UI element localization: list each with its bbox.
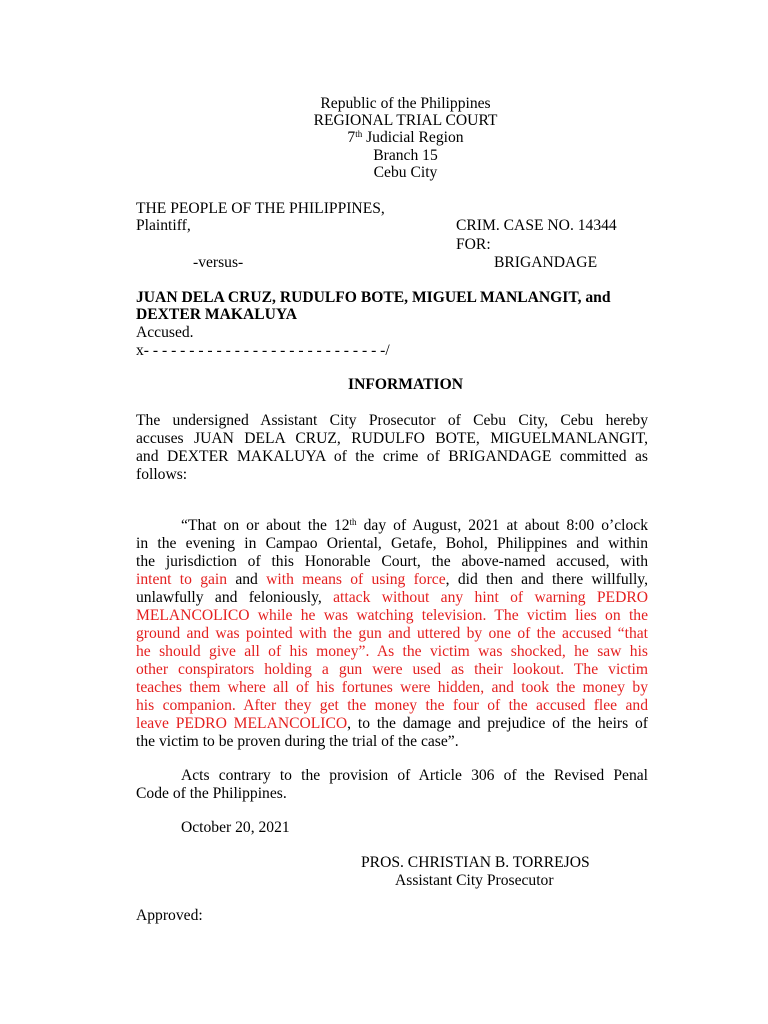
crime-name: BRIGANDAGE [494,254,598,271]
body-text: unlawfully and feloniously, [136,589,334,606]
intro-line: and DEXTER MAKALUYA of the crime of BRIGANDAGE committed as [136,448,648,465]
document-date: October 20, 2021 [181,819,290,836]
body-line [136,589,648,607]
plaintiff-name: THE PEOPLE OF THE PHILIPPINES, [136,200,385,217]
versus-label: -versus- [193,254,244,271]
header-region [0,129,768,147]
document-title: INFORMATION [348,376,463,393]
accused-role: Accused. [136,324,194,341]
header-region-suffix: th [355,129,363,139]
body-line: he should give all of his money”. As the victim was shocked, he saw his [136,643,648,660]
intro-line: follows: [136,466,188,483]
body-text: “That on or about the 12 [181,517,350,534]
highlight-text: leave PEDRO MELANCOLICO [136,715,348,732]
for-label: FOR: [456,236,491,253]
body-text: , to the damage and prejudice of the heirs of [347,715,648,732]
highlight-text: attack without any hint of warning PEDRO [333,589,649,606]
body-paragraph [136,517,648,751]
intro-paragraph [136,412,648,484]
intro-line: The undersigned Assistant City Prosecutor of Cebu City, Cebu hereby [136,412,648,429]
header-branch: Branch 15 [373,147,438,164]
caption-divider: x- - - - - - - - - - - - - - - - - - - - - - - - - - -/ [136,342,390,359]
approved-label: Approved: [136,907,203,924]
acts-line: Code of the Philippines. [136,785,287,802]
body-text: day of August, 2021 at about 8:00 o’clock [356,517,648,534]
body-line [136,571,648,589]
highlight-text: intent to gain [136,571,228,588]
header-region-text: Judicial Region [362,129,464,146]
body-line [136,517,648,535]
case-number: CRIM. CASE NO. 14344 [456,217,617,234]
body-line: teaches them where all of his fortunes were hidden, and took the money by [136,679,648,696]
header-court: REGIONAL TRIAL COURT [313,112,498,129]
body-line: other conspirators holding a gun were used as their lookout. The victim [136,661,648,678]
accused-names-line2: DEXTER MAKALUYA [136,306,298,323]
body-line: in the evening in Campao Oriental, Getafe, Bohol, Philippines and within [136,535,648,552]
body-ordinal-suffix: th [349,517,357,527]
signatory-name: PROS. CHRISTIAN B. TORREJOS [361,854,590,871]
body-text: and [227,571,267,588]
header-region-number: 7 [347,129,356,146]
body-line: ground and was pointed with the gun and uttered by one of the accused “that [136,625,648,642]
accused-names-line1: JUAN DELA CRUZ, RUDULFO BOTE, MIGUEL MANLANGIT, and [136,289,611,306]
plaintiff-role: Plaintiff, [136,217,191,234]
body-line: his companion. After they get the money the four of the accused flee and [136,697,648,714]
header-city: Cebu City [373,164,438,181]
intro-line: accuses JUAN DELA CRUZ, RUDULFO BOTE, MIGUELMANLANGIT, [136,430,648,447]
acts-paragraph [136,767,648,803]
signatory-title: Assistant City Prosecutor [395,872,554,889]
body-line: the jurisdiction of this Honorable Court, the above-named accused, with [136,553,648,570]
body-line [136,715,648,733]
highlight-text: with means of using force [266,571,446,588]
body-line: MELANCOLICO while he was watching television. The victim lies on the [136,607,648,624]
acts-line: Acts contrary to the provision of Article 306 of the Revised Penal [181,767,648,784]
header-republic: Republic of the Philippines [320,95,491,112]
body-line: the victim to be proven during the trial of the case”. [136,733,459,750]
body-text: , did then and there willfully, [445,571,648,588]
